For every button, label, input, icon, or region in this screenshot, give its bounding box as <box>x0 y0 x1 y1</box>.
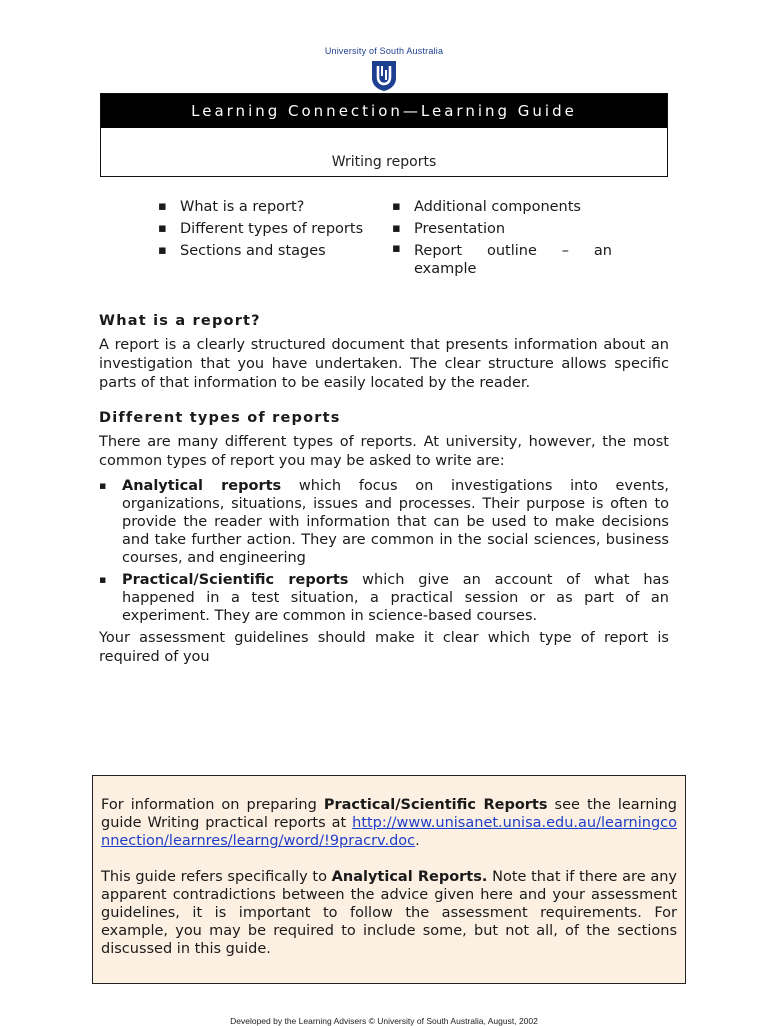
toc-column-right <box>390 196 612 278</box>
section-body: A report is a clearly structured document that presents information about an investigation that you have undertaken. The clear structure allows specific parts of that information to be easily located by the reader. <box>99 337 669 391</box>
university-name: University of South Australia <box>324 46 444 56</box>
list-item <box>99 571 669 625</box>
note-text: Note that if there are any apparent contradictions between the advice given here and your assessment guidelines, it is important to follow the assessment requirements. For example, you may be required to include some, but not all, of the sections discussed in this guide. <box>101 869 677 957</box>
section-heading: Different types of reports <box>99 410 341 426</box>
note-paragraph <box>101 796 677 850</box>
page-footer: Developed by the Learning Advisers © University of South Australia, August, 2002 <box>230 1016 538 1026</box>
unisa-shield-icon <box>371 60 397 92</box>
main-content <box>99 312 669 667</box>
list-item-term: Analytical reports <box>122 478 282 494</box>
list-item-text: which give an account of what has happened in a test situation, a practical session or as part of an experiment. They are common in science-based courses. <box>122 572 669 624</box>
practical-reports-link[interactable]: http://www.unisanet.unisa.edu.au/learningconnection/learnres/learng/word/!9pracrv.doc <box>101 815 677 849</box>
section-heading: What is a report? <box>99 313 261 329</box>
title-box <box>100 93 668 177</box>
note-text: see the learning guide Writing practical reports at <box>101 797 677 831</box>
information-note-box <box>92 775 686 984</box>
guide-subtitle: Writing reports <box>331 154 437 170</box>
section-closing: Your assessment guidelines should make it clear which type of report is required of you <box>99 630 669 665</box>
note-bold-text: Practical/Scientific Reports <box>323 797 548 813</box>
report-types-list <box>99 477 669 625</box>
list-item-term: Practical/Scientific reports <box>122 572 349 588</box>
section-intro: There are many different types of reports. At university, however, the most common types of report you may be asked to write are: <box>99 434 669 469</box>
list-item-text: which focus on investigations into events, organizations, situations, issues and processes. Their purpose is often to provide the reader with information that can be used to make decisions and take further action. They are common in the social sciences, business courses, and engineering <box>122 478 670 566</box>
toc-column-left <box>156 196 382 262</box>
toc-item: ▪ Report outline – an example <box>390 240 612 278</box>
guide-title: Learning Connection—Learning Guide <box>101 94 667 128</box>
toc-item: ▪ Different types of reports <box>156 218 382 240</box>
toc-item: ▪ Additional components <box>390 196 612 218</box>
university-logo <box>0 46 768 92</box>
note-text: . <box>415 833 420 849</box>
toc-item: ▪ Presentation <box>390 218 612 240</box>
list-item <box>99 477 669 567</box>
toc-item: ▪ What is a report? <box>156 196 382 218</box>
note-paragraph <box>101 868 677 958</box>
note-bold-text: Analytical Reports. <box>331 869 488 885</box>
note-text: This guide refers specifically to <box>101 869 332 885</box>
toc-item: ▪ Sections and stages <box>156 240 382 262</box>
note-text: For information on preparing <box>101 797 324 813</box>
